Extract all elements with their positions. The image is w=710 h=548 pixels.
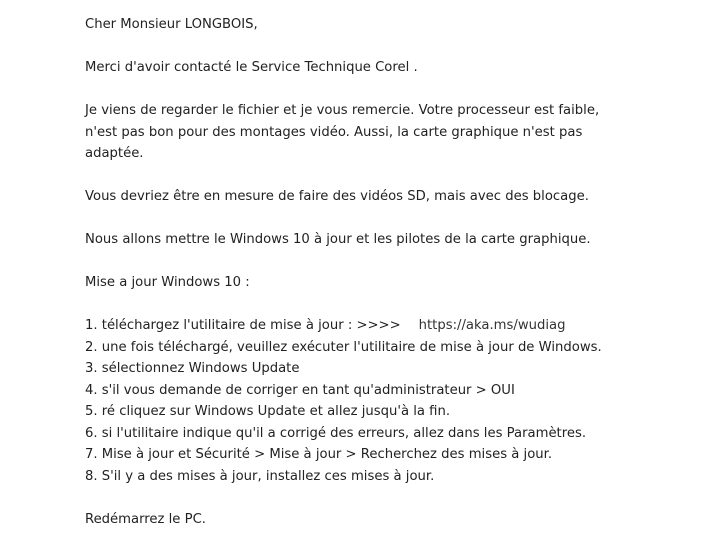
thanks-line: Merci d'avoir contacté le Service Technique Corel .	[85, 60, 418, 75]
diagnosis-paragraph	[85, 100, 705, 165]
blank-line	[85, 165, 705, 187]
diagnosis-line: Je viens de regarder le fichier et je vous remercie. Votre processeur est faible,	[85, 103, 600, 118]
step-text: 1. téléchargez l'utilitaire de mise à jour : >>>>	[85, 318, 401, 333]
step-item: 2. une fois téléchargé, veuillez exécuter l'utilitaire de mise à jour de Windows.	[85, 339, 602, 355]
blank-line	[85, 208, 705, 230]
diagnosis-line: n'est pas bon pour des montages vidéo. Aussi, la carte graphique n'est pas	[85, 124, 583, 140]
step-item: 6. si l'utilitaire indique qu'il a corrigé des erreurs, allez dans les Paramètres.	[85, 425, 587, 441]
blank-line	[85, 487, 705, 509]
blank-line	[85, 294, 705, 316]
diagnosis-line: adaptée.	[85, 146, 144, 161]
closing-line: Redémarrez le PC.	[85, 511, 206, 527]
download-link[interactable]: https://aka.ms/wudiag	[418, 318, 566, 333]
step-item: 7. Mise à jour et Sécurité > Mise à jour > Recherchez des mises à jour.	[85, 447, 553, 462]
email-body	[85, 14, 705, 530]
capability-paragraph: Vous devriez être en mesure de faire des vidéos SD, mais avec des blocage.	[85, 189, 589, 204]
steps-list	[85, 315, 705, 487]
step-item: 8. S'il y a des mises à jour, installez ces mises à jour.	[85, 468, 435, 484]
blank-line	[85, 79, 705, 101]
blank-line	[85, 251, 705, 273]
step-item: 5. ré cliquez sur Windows Update et allez jusqu'à la fin.	[85, 404, 451, 419]
greeting: Cher Monsieur LONGBOIS,	[85, 17, 258, 32]
step-item	[85, 315, 705, 337]
update-heading: Mise a jour Windows 10 :	[85, 275, 250, 290]
blank-line	[85, 36, 705, 58]
step-item: 4. s'il vous demande de corriger en tant qu'administrateur > OUI	[85, 382, 515, 398]
plan-paragraph: Nous allons mettre le Windows 10 à jour et les pilotes de la carte graphique.	[85, 232, 591, 247]
step-item: 3. sélectionnez Windows Update	[85, 361, 300, 376]
